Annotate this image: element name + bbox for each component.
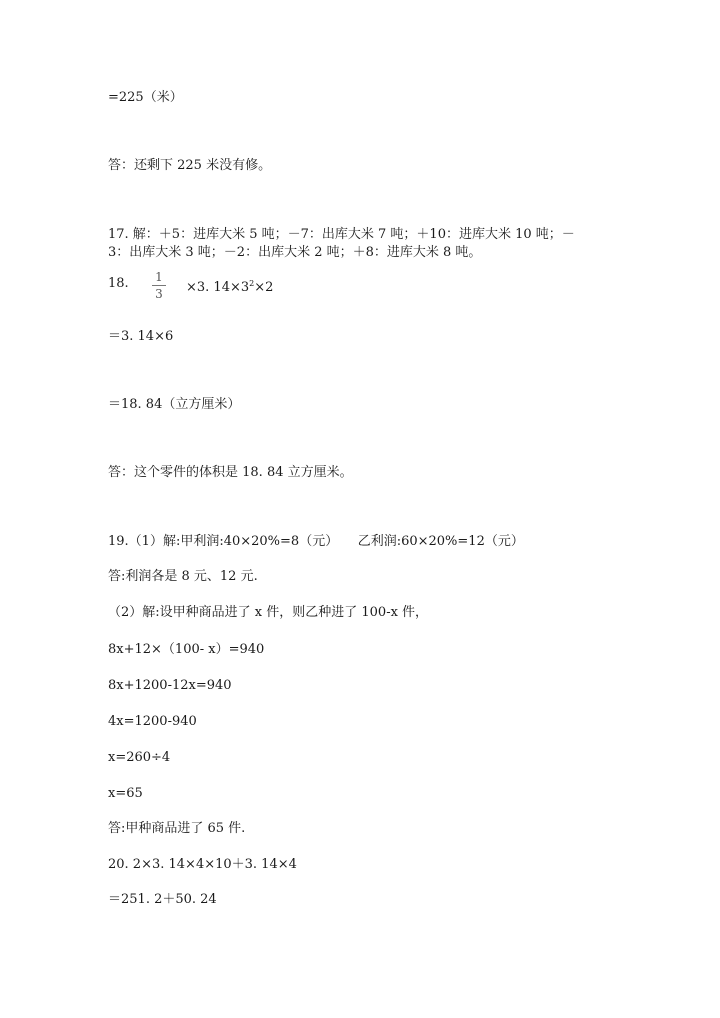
line-q18-step2: ＝18. 84（立方厘米）	[108, 397, 241, 412]
expr-exponent: 2	[249, 279, 255, 288]
line-q18-expression	[186, 275, 273, 297]
line-answer-16: 答：还剩下 225 米没有修。	[108, 158, 272, 173]
line-answer-19-1: 答:利润各是 8 元、12 元.	[108, 569, 258, 584]
line-q17-part1: 17. 解：＋5：进库大米 5 吨；－7：出库大米 7 吨；＋10：进库大米 10 吨；－	[108, 227, 575, 242]
line-q18-label: 18.	[108, 276, 129, 291]
line-q17-part2: 3：出库大米 3 吨；－2：出库大米 2 吨；＋8：进库大米 8 吨。	[108, 245, 482, 260]
line-q19-part2: （2）解:设甲种商品进了 x 件，则乙种进了 100-x 件，	[108, 605, 429, 620]
line-q18-step1: ＝3. 14×6	[108, 329, 174, 344]
expr-part-b: ×2	[254, 280, 274, 295]
line-equation-3: 4x=1200-940	[108, 714, 197, 729]
fraction-denominator: 3	[155, 287, 163, 301]
line-answer-18: 答：这个零件的体积是 18. 84 立方厘米。	[108, 465, 353, 480]
line-equation-5: x=65	[108, 786, 143, 801]
line-q19-part1: 19.（1）解:甲利润:40×20%=8（元） 乙利润:60×20%=12（元）	[108, 534, 524, 549]
line-q20-expression: 20. 2×3. 14×4×10＋3. 14×4	[108, 857, 297, 872]
expr-part-a: ×3. 14×3	[186, 280, 250, 295]
line-equation-2: 8x+1200-12x=940	[108, 678, 232, 693]
line-equation-1: 8x+12×（100- x）=940	[108, 642, 265, 657]
fraction-numerator: 1	[155, 270, 163, 284]
line-result-225: =225（米）	[108, 90, 183, 105]
fraction-bar	[152, 285, 166, 286]
line-q20-step1: ＝251. 2＋50. 24	[108, 892, 217, 907]
fraction-one-third	[152, 271, 166, 300]
line-equation-4: x=260÷4	[108, 750, 171, 765]
line-answer-19-2: 答:甲种商品进了 65 件.	[108, 821, 246, 836]
